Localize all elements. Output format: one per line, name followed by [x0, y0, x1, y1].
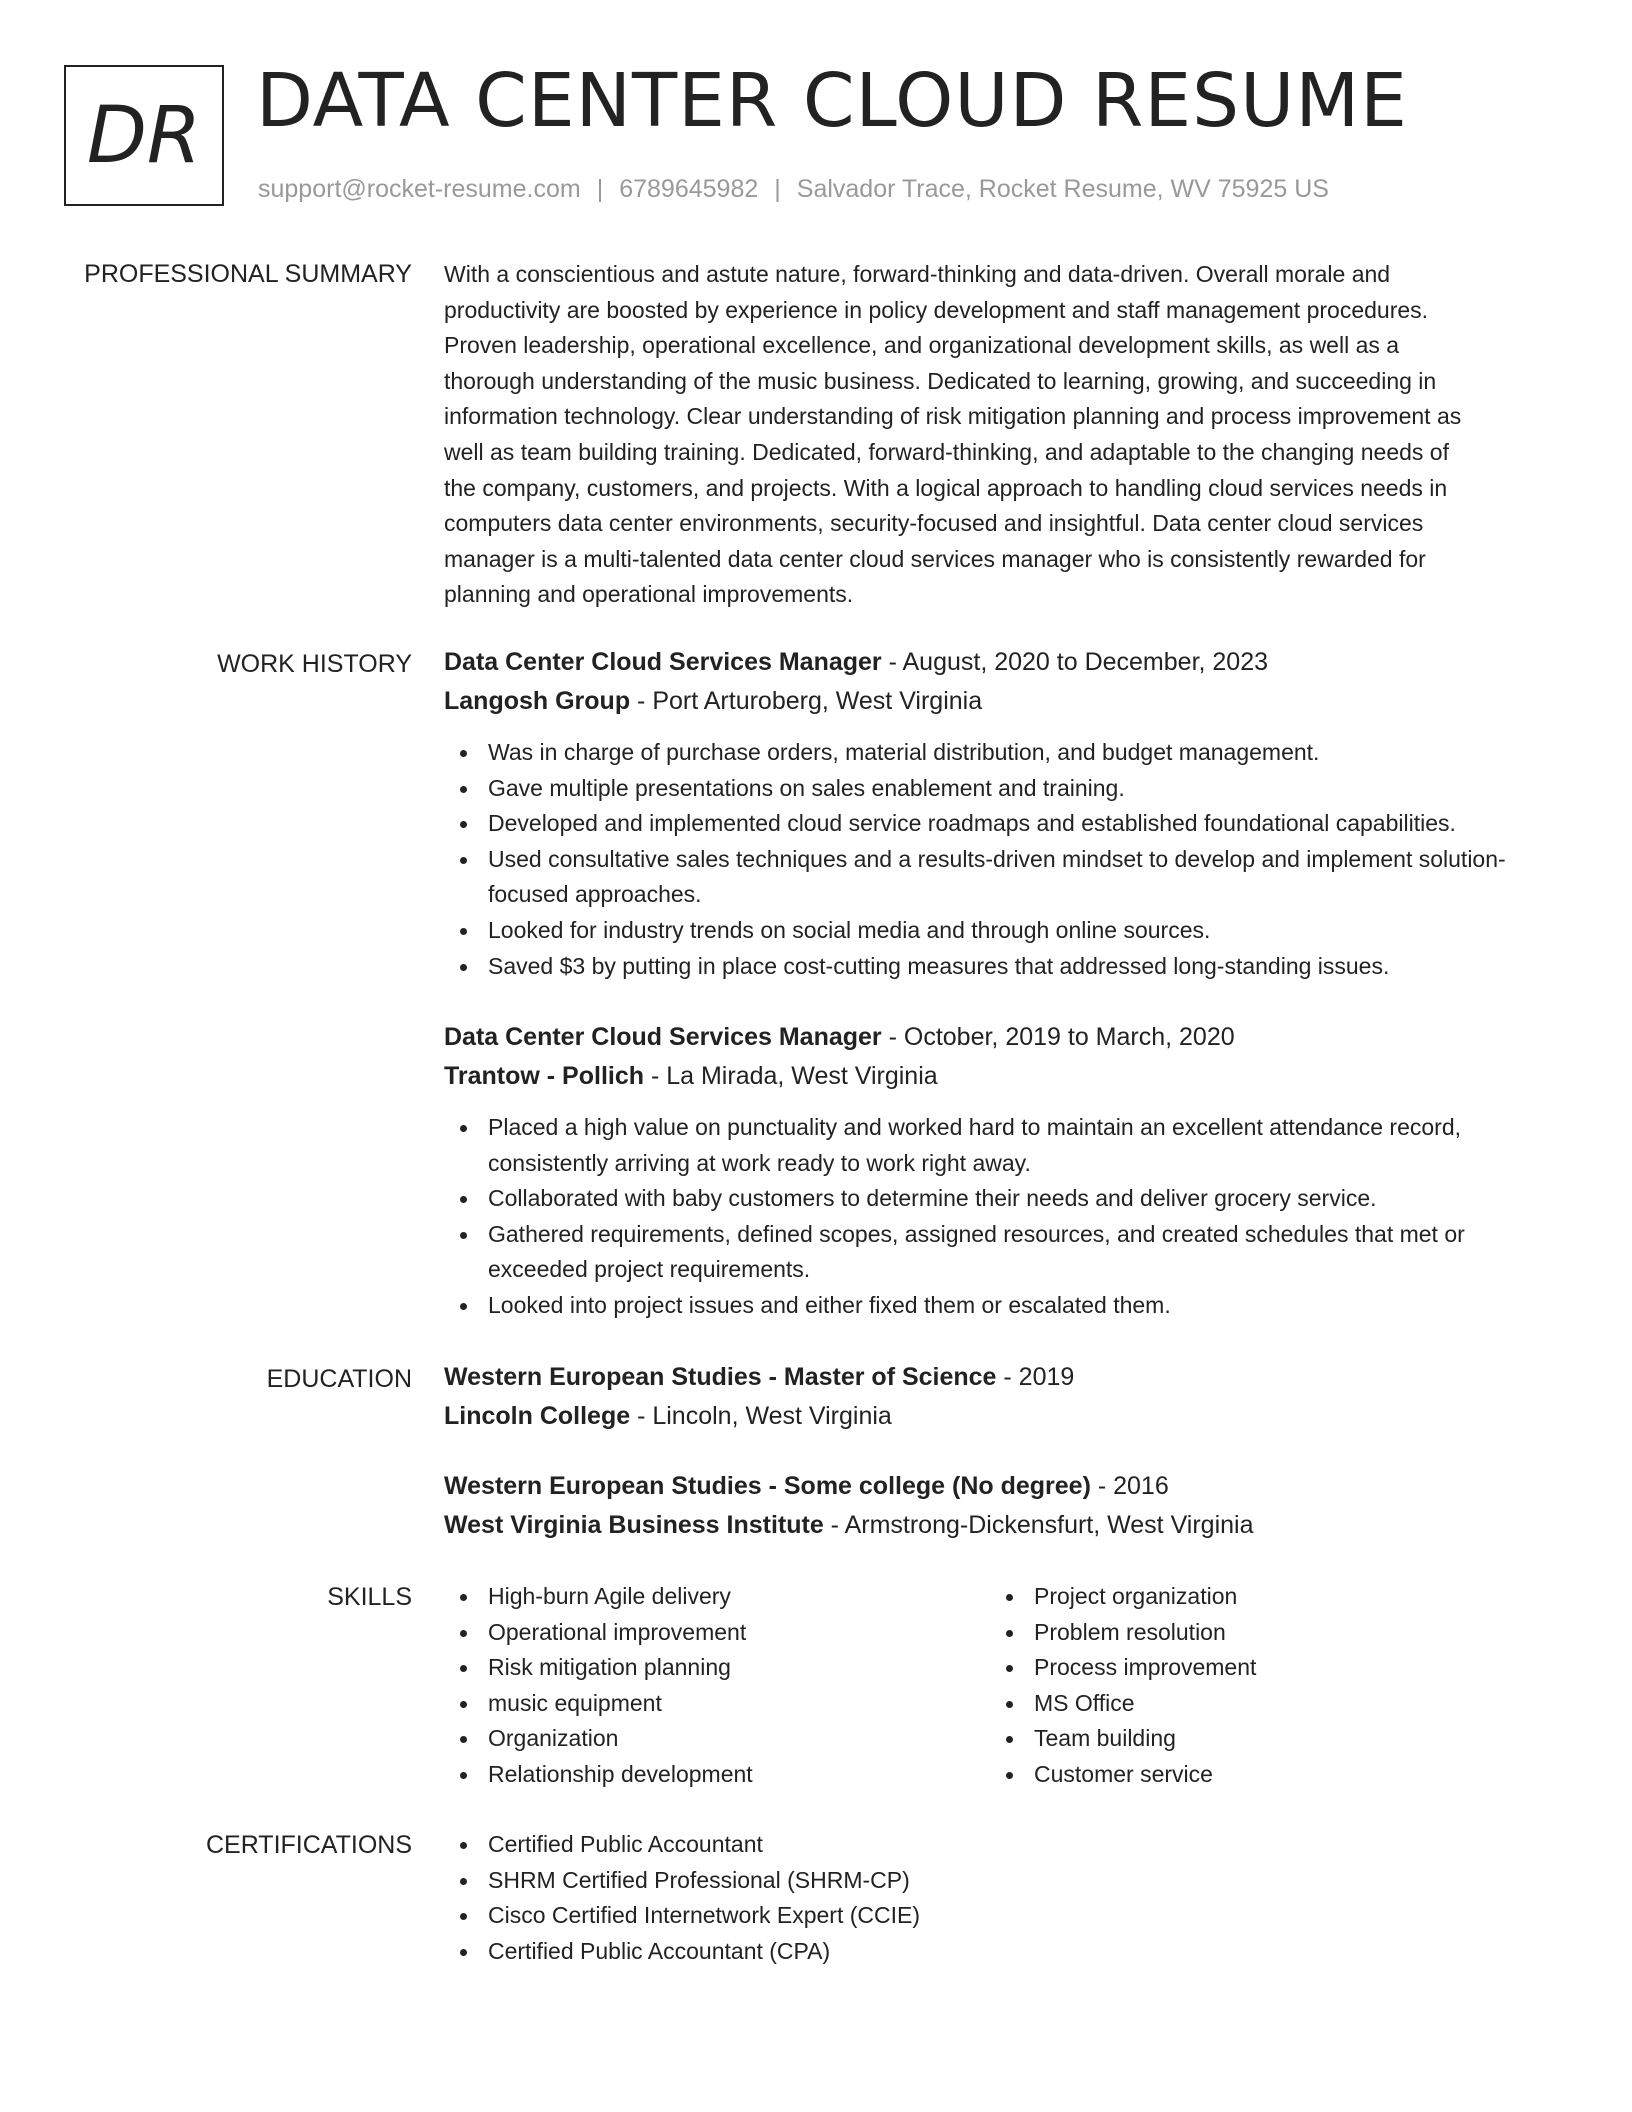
section-label-certifications: CERTIFICATIONS: [205, 1831, 412, 1859]
summary-line: well as team building training. Dedicated, forward-thinking, and adaptable to the changing needs of: [444, 438, 1449, 465]
list-item: Looked for industry trends on social media and through online sources.: [444, 913, 1559, 949]
education-entry: [444, 1467, 1559, 1545]
list-item: Gathered requirements, defined scopes, assigned resources, and created schedules that met or exceeded project requirements.: [444, 1217, 1559, 1288]
job-dates: - August, 2020 to December, 2023: [881, 648, 1269, 676]
job-dates: - October, 2019 to March, 2020: [881, 1023, 1235, 1051]
list-item: High-burn Agile delivery: [444, 1579, 964, 1615]
list-item: music equipment: [444, 1686, 964, 1722]
summary-line: the company, customers, and projects. With a logical approach to handling cloud services needs in: [444, 474, 1448, 501]
education-location: - Armstrong-Dickensfurt, West Virginia: [823, 1511, 1254, 1539]
job-bullets: [444, 735, 1559, 984]
list-item: Team building: [990, 1721, 1510, 1757]
summary-line: productivity are boosted by experience in policy development and staff management procedures.: [444, 296, 1429, 323]
summary-line: Proven leadership, operational excellence, and organizational development skills, as well as a: [444, 332, 1400, 359]
list-item: Placed a high value on punctuality and worked hard to maintain an excellent attendance record, consistently arriving at work ready to work right away.: [444, 1110, 1559, 1181]
contact-email: support@rocket-resume.com: [258, 175, 581, 203]
resume-title: DATA CENTER CLOUD RESUME: [256, 58, 1408, 144]
job-location: - La Mirada, West Virginia: [644, 1062, 938, 1090]
job-title: Data Center Cloud Services Manager: [444, 648, 882, 676]
list-item: Collaborated with baby customers to determine their needs and deliver grocery service.: [444, 1181, 1559, 1217]
education-entry: [444, 1358, 1559, 1436]
list-item: Looked into project issues and either fixed them or escalated them.: [444, 1288, 1559, 1324]
education-school: Lincoln College: [444, 1402, 631, 1430]
list-item: SHRM Certified Professional (SHRM-CP): [444, 1863, 1559, 1899]
list-item: MS Office: [990, 1686, 1510, 1722]
list-item: Project organization: [990, 1579, 1510, 1615]
list-item: Relationship development: [444, 1757, 964, 1793]
contact-separator: |: [774, 175, 781, 203]
job-company-line: [444, 682, 1559, 721]
list-item: Was in charge of purchase orders, material distribution, and budget management.: [444, 735, 1559, 771]
job-title-line: [444, 1018, 1559, 1057]
list-item: Certified Public Accountant (CPA): [444, 1934, 1559, 1970]
job-entry: [444, 1018, 1559, 1324]
job-bullets: [444, 1110, 1559, 1324]
education-school-line: [444, 1397, 1559, 1436]
list-item: Certified Public Accountant: [444, 1827, 1559, 1863]
list-item: Cisco Certified Internetwork Expert (CCIE): [444, 1898, 1559, 1934]
summary-line: information technology. Clear understanding of risk mitigation planning and process improvement as: [444, 403, 1462, 430]
skills-list-right: [990, 1579, 1510, 1793]
contact-separator: |: [596, 175, 604, 203]
education-degree: Western European Studies - Some college (No degree): [444, 1472, 1091, 1500]
summary-line: planning and operational improvements.: [444, 581, 854, 608]
education-degree-line: [444, 1467, 1559, 1506]
summary-line: computers data center environments, security-focused and insightful. Data center cloud services: [444, 510, 1424, 537]
job-company-line: [444, 1057, 1559, 1096]
summary-text: [444, 257, 1559, 613]
summary-line: thorough understanding of the music business. Dedicated to learning, growing, and succeeding in: [444, 367, 1437, 394]
list-item: Organization: [444, 1721, 964, 1757]
education-year: - 2019: [996, 1363, 1075, 1391]
contact-phone: 6789645982: [619, 175, 759, 203]
job-entry: [444, 643, 1559, 984]
section-label-work: WORK HISTORY: [217, 650, 412, 678]
list-item: Saved $3 by putting in place cost-cutting measures that addressed long-standing issues.: [444, 949, 1559, 985]
section-label-skills: SKILLS: [327, 1583, 412, 1611]
job-company: Trantow - Pollich: [444, 1062, 645, 1090]
contact-address: Salvador Trace, Rocket Resume, WV 75925 US: [796, 175, 1329, 203]
job-company: Langosh Group: [444, 687, 631, 715]
contact-line: [258, 172, 1329, 206]
education-year: - 2016: [1090, 1472, 1169, 1500]
education-degree: Western European Studies - Master of Science: [444, 1363, 997, 1391]
list-item: Customer service: [990, 1757, 1510, 1793]
section-label-education: EDUCATION: [266, 1365, 412, 1393]
list-item: Used consultative sales techniques and a results-driven mindset to develop and implement solution-focused approaches.: [444, 842, 1559, 913]
education-location: - Lincoln, West Virginia: [630, 1402, 892, 1430]
certifications-list: [444, 1827, 1559, 1969]
education-school-line: [444, 1506, 1559, 1545]
list-item: Risk mitigation planning: [444, 1650, 964, 1686]
list-item: Operational improvement: [444, 1615, 964, 1651]
summary-line: With a conscientious and astute nature, forward-thinking and data-driven. Overall morale and: [444, 261, 1391, 287]
certifications-body: [444, 1827, 1559, 1969]
education-degree-line: [444, 1358, 1559, 1397]
job-title: Data Center Cloud Services Manager: [444, 1023, 882, 1051]
list-item: Gave multiple presentations on sales enablement and training.: [444, 771, 1559, 807]
list-item: Problem resolution: [990, 1615, 1510, 1651]
skills-list-left: [444, 1579, 964, 1793]
section-label-summary: PROFESSIONAL SUMMARY: [84, 260, 412, 288]
summary-body: [444, 257, 1559, 613]
education-school: West Virginia Business Institute: [444, 1511, 824, 1539]
summary-line: manager is a multi-talented data center cloud services manager who is consistently rewarded for: [444, 545, 1426, 572]
list-item: Developed and implemented cloud service roadmaps and established foundational capabilities.: [444, 806, 1559, 842]
monogram-logo: DR: [64, 65, 224, 206]
list-item: Process improvement: [990, 1650, 1510, 1686]
job-title-line: [444, 643, 1559, 682]
job-location: - Port Arturoberg, West Virginia: [630, 687, 983, 715]
